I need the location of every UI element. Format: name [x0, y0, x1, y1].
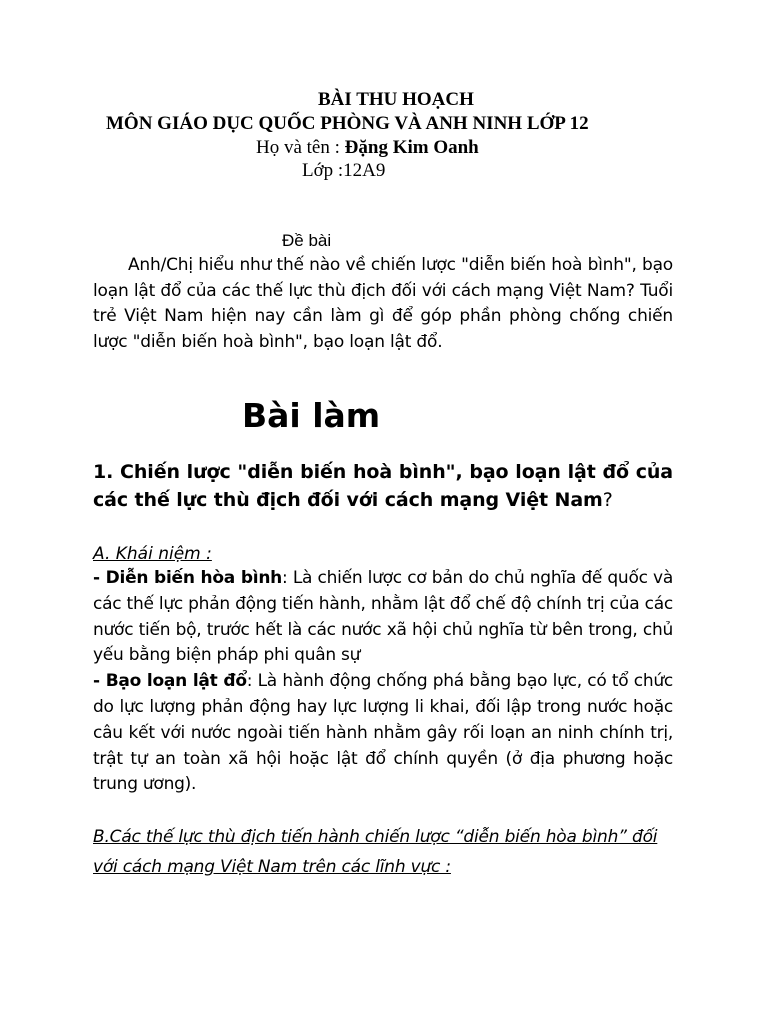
section-a-heading: A. Khái niệm : — [93, 544, 212, 564]
definitions-block — [93, 566, 673, 798]
essay-title: Bài làm — [242, 396, 381, 435]
prompt-heading: Đề bài — [282, 231, 332, 250]
section1-heading — [93, 458, 673, 514]
definition-subversion — [93, 669, 673, 798]
def2-term: Bạo loạn lật đổ — [105, 671, 247, 692]
prompt-text: Anh/Chị hiểu như thế nào về chiến lược "diễn biến hoà bình", bạo loạn lật đổ của các thế lực thù địch đối với cách mạng Việt Nam? Tuổi trẻ Việt Nam hiện nay cần làm gì để góp phần phòng chống chiến lược "diễn biến hoà bình", bạo loạn lật đổ. — [93, 255, 673, 352]
prompt-paragraph — [93, 253, 673, 355]
student-name-label: Họ và tên : — [256, 137, 345, 158]
def1-text: : Là chiến lược cơ bản do chủ nghĩa đế quốc và các thế lực phản động tiến hành, nhằm lật đổ chế độ chính trị của các nước tiến bộ, trước hết là các nước xã hội chủ nghĩa từ bên trong, chủ yếu bằng biện pháp phi quân sự — [93, 568, 673, 666]
class-line: Lớp :12A9 — [302, 160, 386, 181]
def2-dash: - — [93, 671, 106, 692]
def1-dash: - — [93, 568, 106, 588]
section1-heading-end: ? — [602, 489, 613, 511]
def1-term: Diễn biến hòa bình — [105, 568, 283, 588]
def2-text: : Là hành động chống phá bằng bạo lực, có tổ chức do lực lượng phản động hay lực lượng li khai, đối lập trong nước hoặc câu kết với nước ngoài tiến hành nhằm gây rối loạn an ninh chính trị, trật tự an toàn xã hội hoặc lật đổ chính quyền (ở địa phương hoặc trung ương). — [93, 671, 673, 795]
definition-peaceful-evolution — [93, 566, 673, 669]
section1-heading-text: 1. Chiến lược "diễn biến hoà bình", bạo loạn lật đổ của các thế lực thù địch đối với cách mạng Việt Nam — [93, 461, 673, 511]
subject-title: MÔN GIÁO DỤC QUỐC PHÒNG VÀ ANH NINH LỚP 12 — [106, 113, 589, 134]
student-name-line — [256, 136, 479, 160]
student-name-value: Đặng Kim Oanh — [344, 137, 479, 158]
section-b-heading: B.Các thế lực thù địch tiến hành chiến lược “diễn biến hòa bình” đối với cách mạng Việt Nam trên các lĩnh vực : — [93, 827, 658, 877]
report-title: BÀI THU HOẠCH — [318, 89, 474, 110]
